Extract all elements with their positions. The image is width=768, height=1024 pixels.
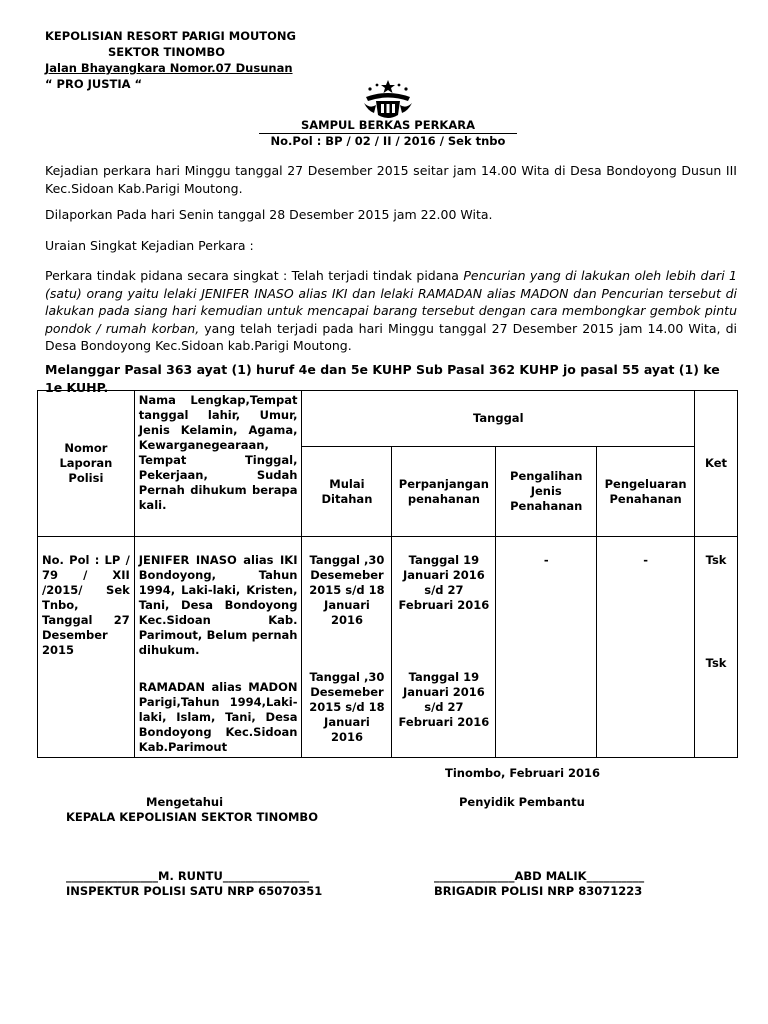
mengetahui-label: Mengetahui <box>146 795 224 809</box>
place-date: Tinombo, Februari 2016 <box>445 766 601 780</box>
letterhead-address: Jalan Bhayangkara Nomor.07 Dusunan <box>45 61 293 75</box>
suspect-1-pengalihan: - <box>543 553 549 567</box>
mulai-cell <box>302 537 392 758</box>
nomor-laporan-value: No. Pol : LP / 79 / XII /2015/ Sek Tnbo, Tanggal 27 Desember 2015 <box>42 553 130 657</box>
nomor-laporan-cell <box>38 537 135 758</box>
ket-cell <box>695 537 738 758</box>
pengalihan-cell <box>496 537 597 758</box>
suspect-1-nama: JENIFER INASO alias IKI Bondoyong, Tahun 1994, Laki-laki, Kristen, Tani, Desa Bondoyong Kec.Sidoan Kab. Parimout, Belum pernah dihukum. <box>138 553 298 657</box>
perkara-intro: Perkara tindak pidana secara singkat : Telah terjadi tindak pidana <box>45 268 464 283</box>
suspect-1-mulai: Tanggal ,30 Desemeber 2015 s/d 18 Januari 2016 <box>309 553 385 627</box>
paragraph-perkara <box>45 267 737 355</box>
header-perpanjangan: Perpanjangan penahanan <box>392 447 496 537</box>
pengeluaran-cell <box>597 537 695 758</box>
penyidik-label: Penyidik Pembantu <box>459 795 585 809</box>
paragraph-kejadian: Kejadian perkara hari Minggu tanggal 27 Desember 2015 seitar jam 14.00 Wita di Desa Bondoyong Dusun III Kec.Sidoan Kab.Parigi Moutong. <box>45 163 737 196</box>
police-emblem-icon <box>360 79 416 123</box>
right-signatory-rank: BRIGADIR POLISI NRP 83071223 <box>434 884 643 898</box>
document-title <box>0 118 768 149</box>
suspect-2-perpanjangan: Tanggal 19 Januari 2016 s/d 27 Februari 2016 <box>398 670 490 729</box>
perkara-italic: Pencurian yang di lakukan oleh lebih dari 1 (satu) orang yaitu lelaki JENIFER INASO alias IKI dan lelaki RAMADAN alias MADON dan Pencurian tersebut di lakukan pada siang hari kemudian untuk mencapai barang tersebut dengan cara membongkar gembok pintu pondok / rumah korban, <box>45 268 737 336</box>
left-signatory-rank: INSPEKTUR POLISI SATU NRP 65070351 <box>66 884 323 898</box>
paragraph-uraian: Uraian Singkat Kejadian Perkara : <box>45 238 254 253</box>
case-number: No.Pol : BP / 02 / II / 2016 / Sek tnbo <box>259 133 518 149</box>
header-nomor: Nomor Laporan Polisi <box>38 391 135 537</box>
suspect-1-ket: Tsk <box>705 553 727 567</box>
title-main: SAMPUL BERKAS PERKARA <box>300 118 475 132</box>
paragraph-dilaporkan: Dilaporkan Pada hari Senin tanggal 28 Desember 2015 jam 22.00 Wita. <box>45 207 493 222</box>
header-pengalihan: Pengalihan Jenis Penahanan <box>496 447 597 537</box>
suspect-1-perpanjangan: Tanggal 19 Januari 2016 s/d 27 Februari 2016 <box>398 553 490 612</box>
header-tanggal: Tanggal <box>302 391 695 447</box>
kapolsek-title: KEPALA KEPOLISIAN SEKTOR TINOMBO <box>66 810 318 824</box>
left-signatory-name: ________________M. RUNTU_______________ <box>66 869 310 883</box>
letterhead-agency: KEPOLISIAN RESORT PARIGI MOUTONG <box>45 29 296 43</box>
paragraph-melanggar: Melanggar Pasal 363 ayat (1) huruf 4e dan 5e KUHP Sub Pasal 362 KUHP jo pasal 55 ayat (1) ke 1e KUHP. <box>45 362 720 395</box>
suspect-2-nama: RAMADAN alias MADON Parigi,Tahun 1994,Laki-laki, Islam, Tani, Desa Bondoyong Kec.Sidoan Kab.Parimout <box>138 680 298 754</box>
perkara-rest: yang telah terjadi pada hari Minggu tanggal 27 Desember 2015 jam 14.00 Wita, di Desa Bondoyong Kec.Sidoan kab.Parigi Moutong. <box>45 320 737 353</box>
suspect-2-ket: Tsk <box>705 656 727 670</box>
suspect-2-mulai: Tanggal ,30 Desemeber 2015 s/d 18 Januari 2016 <box>309 670 385 744</box>
case-table <box>37 390 738 758</box>
header-mulai: Mulai Ditahan <box>302 447 392 537</box>
header-pengeluaran: Pengeluaran Penahanan <box>597 447 695 537</box>
right-signatory-name: ______________ABD MALIK__________ <box>434 869 645 883</box>
perpanjangan-cell <box>392 537 496 758</box>
nama-cell <box>134 537 302 758</box>
letterhead <box>45 28 296 92</box>
suspect-1-pengeluaran: - <box>643 553 648 567</box>
header-ket: Ket <box>695 391 738 537</box>
header-nama: Nama Lengkap,Tempat tanggal lahir, Umur, Jenis Kelamin, Agama, Kewarganegearaan, Tempat Tinggal, Pekerjaan, Sudah Pernah dihukum berapa kali. <box>134 391 302 537</box>
letterhead-sector: SEKTOR TINOMBO <box>108 45 226 59</box>
letterhead-motto: “ PRO JUSTIA “ <box>45 77 143 91</box>
